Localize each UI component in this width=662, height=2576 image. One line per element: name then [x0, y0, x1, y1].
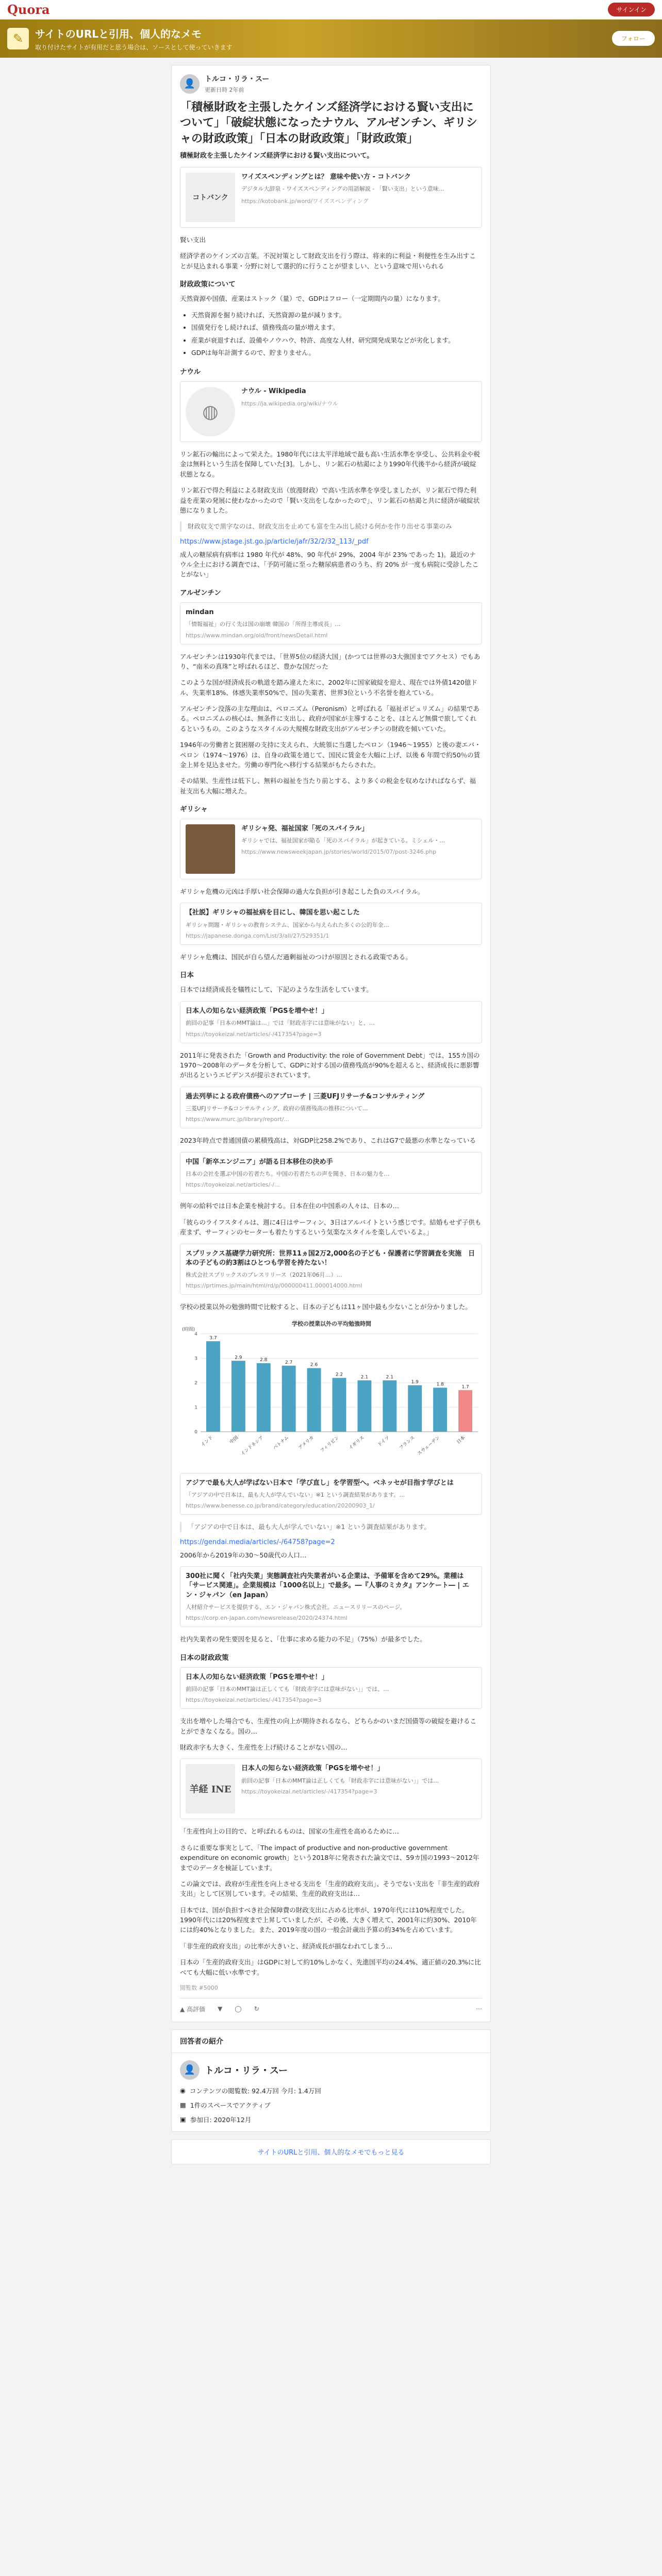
link-title: 300社に聞く「社内失業」実態調査社内失業者がいる企業は、予備軍を含めて29%。業種は「サービス関連」。企業規模は「1000名以上」で最多。―『人事のミカタ』アンケート― | エン・ジャパン（en Japan） [186, 1572, 469, 1599]
data-label: 2.1 [360, 1375, 369, 1380]
paragraph: 財政赤字も大きく、生産性を上げ続けることがない国の… [180, 1743, 347, 1752]
paragraph: 1946年の労働者と貧困層の支持に支えられ、大統領に当選したペロン（1946〜1955）と後の妻エバ・ペロン（1974〜1976）は、自身の政策を通じて、国民に賃金を大幅に上げ、以後 6 年間で約50％の賃金上昇を見込ませた。労働の専門化へ移行する結果がもたらされた。 [180, 741, 481, 769]
about-spaces [180, 2100, 482, 2110]
bar [231, 1361, 245, 1432]
link-desc: ギリシャでは、福祉国家が陥る「死のスパイラル」が起きている。ミシェル・… [241, 837, 445, 844]
action-bar [180, 1998, 482, 2013]
section-heading: ナウル [180, 368, 201, 377]
bar [206, 1341, 220, 1432]
link-url: https://japanese.donga.com/List/3/all/27/529351/1 [186, 933, 329, 940]
answer-date: 更新日時 2年前 [205, 87, 244, 93]
link-card-murc[interactable] [180, 1087, 482, 1129]
x-tick-label: 日本 [456, 1435, 467, 1445]
quora-logo[interactable]: Quora [7, 2, 50, 17]
about-author [180, 2060, 482, 2080]
data-label: 2.7 [285, 1360, 293, 1365]
link-desc: ギリシャ問題・ギリシャの教育システム、国家から与えられた多くの公的年金… [186, 921, 389, 928]
bar [307, 1368, 321, 1432]
link-card-toyokeizai-3[interactable] [180, 1758, 482, 1819]
toyokeizai-logo: 羊経 INE [186, 1764, 235, 1814]
top-bar [0, 0, 662, 20]
answer-title: 「積極財政を主張したケインズ経済学における賢い支出について」「破綻状態になったナウル、アルゼンチン、ギリシャの財政政策」「日本の財政政策」「財政政策」 [180, 101, 477, 145]
link-url: https://www.benesse.co.jp/brand/category/education/20200903_1/ [186, 1502, 375, 1510]
link-desc: 「情報福祉」の行く先は国の崩壊 韓国の「所得主導成長」… [186, 621, 341, 628]
x-tick-label: 中国 [229, 1435, 240, 1445]
space-title[interactable]: サイトのURLと引用、個人的なメモ [35, 28, 202, 40]
x-tick-label: フィリピン [319, 1435, 340, 1454]
link-url: https://corp.en-japan.com/newsrelease/2020/24374.html [186, 1615, 347, 1622]
data-label: 1.9 [411, 1379, 419, 1385]
paragraph: ギリシャ危機は、国民が自ら望んだ過剰福祉のつけが原因とされる政策である。 [180, 953, 412, 961]
link-url: https://www.mindan.org/old/front/newsDetail.html [186, 632, 328, 639]
bar [282, 1366, 296, 1432]
x-tick-label: インドネシア [240, 1435, 265, 1457]
views-text: コンテンツの閲覧数: 92.4万回 今月: 1.4万回 [189, 2087, 321, 2095]
section-heading: 日本の財政政策 [180, 1653, 229, 1662]
data-label: 2.8 [260, 1357, 268, 1363]
article-photo [186, 824, 235, 874]
wikipedia-globe-icon: ◍ [186, 387, 235, 436]
calendar-icon: ▣ [180, 2115, 186, 2124]
bar [408, 1385, 422, 1432]
bar [357, 1380, 371, 1432]
author-name[interactable]: トルコ・リラ・スー [205, 2065, 288, 2076]
link-title: ギリシャ発、福祉国家「死のスパイラル」 [241, 825, 369, 833]
link-url: https://kotobank.jp/word/ワイズスペンディング [241, 197, 369, 205]
link-title: ワイズスペンディングとは？ 意味や使い方 - コトバンク [241, 173, 411, 181]
quote: 「アジアの中で日本は、最も大人が学んでいない」※1 という調査結果があります。 [180, 1522, 482, 1532]
author-name[interactable]: トルコ・リラ・スー [205, 75, 270, 83]
paragraph: さらに重要な事実として、「The impact of productive and non-productive government expenditure on economic growth」という2018年に発表された論文では、59カ国の1993〜2012年までのデータを検証しています。 [180, 1843, 479, 1872]
paragraph: この論文では、政府が生産性を向上させる支出を「生産的政府支出」、そうでない支出を「非生産的政府支出」として区別しています。その結果、生産的政府支出は… [180, 1879, 480, 1898]
link-title: mindan [186, 608, 214, 616]
link-desc: 前回の記事「日本のMMT論は正しくても「財政赤字には意味がない」」では… [241, 1777, 439, 1784]
paragraph: アルゼンチン没落の主な理由は、ペロニズム（Peronism）と呼ばれる「福祉ポピュリズム」の結果である。ペロニズムの核心は、無条件に支出し、政府が国家が主導することを、ほとんど無償で旅してくれるというもの。このようなスタイルの大規模な財政支出がアルゼンチンの財政を傾いていた。 [180, 705, 480, 733]
paragraph: ギリシャ危機の元凶は手厚い社会保障の過大な負担が引き起こした負のスパイラル。 [180, 888, 424, 896]
link-card-kotobank[interactable] [180, 167, 482, 228]
list-item: • 天然資源を掘り続ければ、天然資源の量が減ります。 [191, 310, 482, 321]
space-banner [0, 20, 662, 58]
link-card-prtimes[interactable] [180, 1244, 482, 1295]
spaces-icon: ▦ [180, 2101, 186, 2109]
data-label: 3.7 [209, 1335, 217, 1341]
more-from-space-link[interactable]: サイトのURLと引用、個人的なメモでもっと見る [171, 2139, 491, 2164]
data-label: 2.9 [235, 1355, 242, 1361]
x-tick-label: アメリカ [297, 1435, 316, 1451]
bar-chart [180, 1318, 483, 1463]
y-axis-label: (時間) [182, 1327, 195, 1332]
data-label: 1.7 [461, 1384, 469, 1390]
link-desc: 前回の記事「日本のMMT論は…」では「財政赤字には意味がない」と、… [186, 1020, 375, 1027]
about-views [180, 2086, 482, 2095]
link-desc: 株式会社スプリックスのプレスリリース（2021年06月…）… [186, 1271, 342, 1278]
author-row [180, 74, 482, 94]
answer-card [171, 65, 491, 2022]
view-count: 閲覧数 #5000 [180, 1984, 218, 1991]
paragraph: 天然資源や国債、産業はストック（量）で、GDPはフロー（一定期間内の量）になります。 [180, 295, 444, 303]
link-title: 日本人の知らない経済政策「PGSを増やせ！」 [186, 1007, 328, 1015]
paragraph: 成人の糖尿病有病率は 1980 年代が 48%、90 年代が 29%、2004 年が 23% であった 1)。最近のナウル全土における調査では、「予防可能に至った糖尿病患者のうち、約 20% が一度も病院に受診したことがない」 [180, 550, 479, 579]
link-title: 日本人の知らない経済政策「PGSを増やせ！」 [186, 1673, 328, 1681]
link-title: 中国「新卒エンジニア」が語る日本移住の決め手 [186, 1158, 333, 1166]
x-tick-label: フランス [398, 1435, 416, 1451]
y-tick-label: 0 [194, 1429, 197, 1435]
paragraph: 2011年に発表された「Growth and Productivity: the role of Government Debt」では、155カ国の1970〜2008年のデータを分析して、GDPに対する国の債務残高が90%を超えると、経済成長に悪影響が出るというエビデンスが提示されています。 [180, 1051, 480, 1079]
link-desc: 三菱UFJリサーチ&コンサルティング、政府の債務残高の推移について… [186, 1105, 368, 1112]
link-title: アジアで最も大人が学ばない日本で「学び直し」を学習型へ。ベネッセが目指す学びとは [186, 1479, 454, 1487]
paragraph: 「非生産的政府支出」の比率が大きいと、経済成長が損なわれてしまう… [180, 1942, 393, 1950]
link-desc: 「アジアの中で日本は、最も大人が学んでいない」※1 という調査結果があります。… [186, 1491, 405, 1498]
answer-subtitle: 積極財政を主張したケインズ経済学における賢い支出について。 [180, 152, 374, 160]
y-tick-label: 3 [194, 1356, 197, 1362]
paragraph: 賢い支出 [180, 236, 206, 244]
x-tick-label: ベトナム [272, 1435, 290, 1451]
y-tick-label: 4 [194, 1331, 197, 1337]
space-description: 取り付けたサイトが有用だと思う場合は、ソースとして使っていきます [35, 44, 233, 51]
section-heading: ギリシャ [180, 805, 208, 814]
paragraph: 2023年時点で普通国債の累積残高は、対GDP比258.2%であり、これはG7で最悪の水準となっている [180, 1137, 476, 1145]
upvote-button[interactable]: ▲ 高評価 [180, 2005, 206, 2013]
signin-button[interactable]: サインイン [608, 3, 655, 16]
author-about [171, 2029, 491, 2132]
list-item: • 産業が衰退すれば、設備やノウハウ、特許、高度な人材、研究開発成果などが劣化します。 [191, 335, 482, 346]
bar [257, 1363, 271, 1432]
list-item: • GDPは毎年計測するので、貯まりません。 [191, 348, 482, 359]
link-url: https://toyokeizai.net/articles/-/417354?page=3 [186, 1030, 322, 1038]
link-url: https://toyokeizai.net/articles/-/417354?page=3 [186, 1697, 322, 1704]
list-item: • 国債発行をし続ければ、債務残高の量が増えます。 [191, 323, 482, 333]
quote: 財政収支で黒字なのは、財政支出を止めても富を生み出し続ける何かを作り出せる事業のみ [180, 521, 482, 531]
link-title: 過去列挙による政府債務へのアプローチ | 三菱UFJリサーチ&コンサルティング [186, 1092, 425, 1100]
paragraph: リン鉱石で得た利益による財政支出（放漫財政）で高い生活水準を享受しましたが、リン鉱石で得た利益を産業の発展に使わなかったので「賢い支出をしなかったので」、リン鉱石の枯渇と共に経済が破綻状態になりました。 [180, 486, 480, 514]
y-tick-label: 2 [194, 1380, 197, 1386]
link-card-wikipedia[interactable] [180, 381, 482, 442]
link-card-toyokeizai-china[interactable] [180, 1152, 482, 1194]
data-label: 2.1 [386, 1375, 393, 1380]
paragraph: 例年の給料では日本企業を検討する。日本在住の中国系の人々は、日本の… [180, 1202, 400, 1210]
link-card-enjapan[interactable] [180, 1566, 482, 1627]
paragraph: 2006年から2019年の30〜50歳代の人口… [180, 1551, 307, 1559]
chart-title: 学校の授業以外の平均勉強時間 [292, 1320, 371, 1327]
paragraph: 経済学者のケインズの言葉。不況対策として財政支出を行う際は、将来的に利益・利便性を生み出すことが見込まれる事業・分野に対して選択的に行うことが望ましい、という意味で用いられる [180, 252, 476, 270]
link-title: 【社説】ギリシャの福祉病を目にし、韓国を思い起こした [186, 909, 360, 917]
link-url: https://www.newsweekjapan.jp/stories/world/2015/07/post-3246.php [241, 848, 437, 855]
comment-icon[interactable]: ◯ [235, 2005, 242, 2013]
data-label: 2.2 [335, 1372, 343, 1378]
paragraph: 日本では、国が負担すべき社会保障費の財政支出に占める比率が、1970年代には10%程度でした。1990年代には20%程度まで上昇していましたが、その後、大きく増えて、2001年に約30%、2010年には約40%となりました。また、2019年度の国の一般会計歳出予算の約34%を占めています。 [180, 1906, 477, 1934]
link-desc: 日本の会社を選ぶ中国の若者たち。中国の若者たちの声を聞き、日本の魅力を… [186, 1170, 390, 1177]
bar [383, 1380, 396, 1432]
link-thumb: コトバンク [186, 173, 235, 222]
bar [333, 1378, 346, 1432]
bar [433, 1387, 447, 1432]
paragraph: 「彼らのライフスタイルは、週に4日はサーフィン、3日はアルバイトという感じです。結婚もせず子供も産まず、サーフィンのセーターも着たりするという気楽なスタイルを楽しんでいるよ。」 [180, 1218, 482, 1236]
paragraph: 支出を増やした場合でも、生産性の向上が期待されるなら、どちらかのいまだ国債等の破綻を避けることができなくなる。国の… [180, 1717, 477, 1735]
link-url: https://prtimes.jp/main/html/rd/p/000000411.000014000.html [186, 1282, 362, 1290]
spaces-text: 1件のスペースでアクティブ [190, 2101, 271, 2109]
link-title: スプリックス基礎学力研究所：世界11ヵ国2万2,000名の子ども・保護者に学習調査を実施 日本の子どもの約3割はひとつも学習を持たない！ [186, 1249, 475, 1267]
link-card-toyokeizai-2[interactable] [180, 1667, 482, 1709]
follow-button[interactable]: フォロー [612, 31, 655, 46]
link-url: https://ja.wikipedia.org/wiki/ナウル [241, 400, 338, 408]
paragraph: 社内失業者の発生要因を見ると、「仕事に求める能力の不足」（75%）が最多でした。 [180, 1635, 426, 1643]
more-options-icon[interactable]: ⋯ [476, 2005, 482, 2013]
paragraph: 日本の「生産的政府支出」はGDPに対して約10%しかなく、先進国平均の24.4%、適正値の20.3%に比べても大幅に低い水準です。 [180, 1958, 481, 1976]
space-icon: ✎ [7, 28, 29, 49]
jstage-link[interactable]: https://www.jstage.jst.go.jp/article/jafr/32/2/32_113/_pdf [180, 537, 369, 546]
link-card-newsweek[interactable] [180, 819, 482, 879]
link-url: https://toyokeizai.net/articles/-/... [186, 1181, 280, 1189]
paragraph: アルゼンチンは1930年代までは、「世界5位の経済大国」(かつては世界の3大強国までアクセス）でもあり、“南米の真珠”と呼ばれるほど、豊かな国だった [180, 652, 481, 670]
x-tick-label: インド [200, 1435, 214, 1448]
link-url: https://www.murc.jp/library/report/... [186, 1116, 290, 1123]
gendai-link[interactable]: https://gendai.media/articles/-/64758?page=2 [180, 1538, 335, 1546]
link-card-donga[interactable] [180, 903, 482, 945]
y-tick-label: 1 [194, 1405, 197, 1411]
x-tick-label: スウェーデン [417, 1435, 441, 1457]
data-label: 1.8 [436, 1382, 444, 1387]
study-time-chart [180, 1318, 482, 1465]
section-heading: 日本 [180, 971, 194, 980]
avatar[interactable]: 👤 [180, 2060, 200, 2080]
paragraph: リン鉱石の輸出によって栄えた。1980年代には太平洋地域で最も高い生活水準を享受し、公共料金や税金は無料という生活を保障していた[3]。しかし、リン鉱石の枯渇により1990年代後半から経済が破綻状態となる。 [180, 450, 480, 478]
downvote-icon[interactable]: ▼ [218, 2005, 223, 2013]
bar [458, 1390, 472, 1432]
paragraph: 学校の授業以外の勉強時間で比較すると、日本の子どもは11ヶ国中最も少ないことが分かりました。 [180, 1303, 472, 1311]
link-url: https://toyokeizai.net/articles/-/417354?page=3 [241, 1788, 377, 1795]
section-heading: アルゼンチン [180, 588, 221, 597]
paragraph: 日本では経済成長を犠牲にして、下記のような生活をしています。 [180, 986, 373, 994]
avatar[interactable]: 👤 [180, 74, 200, 94]
about-joined [180, 2115, 482, 2124]
section-heading: 財政政策について [180, 280, 236, 289]
link-desc: 人材紹介サービスを提供する、エン・ジャパン株式会社。ニュースリリースのページ。 [186, 1603, 406, 1611]
share-icon[interactable]: ↻ [254, 2005, 259, 2013]
link-desc: 前回の記事「日本のMMT論は正しくても「財政赤字には意味がない」」では、… [186, 1685, 389, 1692]
data-label: 2.6 [310, 1362, 318, 1368]
bullet-list [191, 310, 482, 359]
link-title: 日本人の知らない経済政策「PGSを増やせ！」 [241, 1765, 384, 1773]
link-desc: デジタル大辞泉 - ワイズスペンディングの用語解説 - 「賢い支出」という意味… [241, 185, 444, 193]
about-header: 回答者の紹介 [172, 2030, 490, 2053]
link-card-toyokeizai[interactable] [180, 1001, 482, 1043]
paragraph: 「生産性向上の目的で、と呼ばれるものは、国家の生産性を高めるために… [180, 1827, 399, 1836]
eye-icon: ◉ [180, 2087, 186, 2095]
link-card-benesse[interactable] [180, 1473, 482, 1515]
link-title: ナウル - Wikipedia [241, 387, 306, 396]
joined-text: 参加日: 2020年12月 [190, 2115, 252, 2124]
paragraph: このような国が経済成長の軌道を踏み違えた末に、2002年に国家破綻を迎え、現在では外債1420億ドル、失業率18%、体感失業率50%で、国の失業者、世界3位という不名誉を抱えている。 [180, 679, 477, 697]
upvote-label: 高評価 [187, 2005, 206, 2013]
x-tick-label: ドイツ [376, 1435, 391, 1448]
x-tick-label: イギリス [347, 1435, 366, 1451]
link-card-mindan[interactable] [180, 602, 482, 645]
paragraph: その結果、生産性は低下し、無料の福祉を当たり前とする、より多くの税金を収めなければならず、福祉支出も大幅に増えた。 [180, 777, 476, 795]
